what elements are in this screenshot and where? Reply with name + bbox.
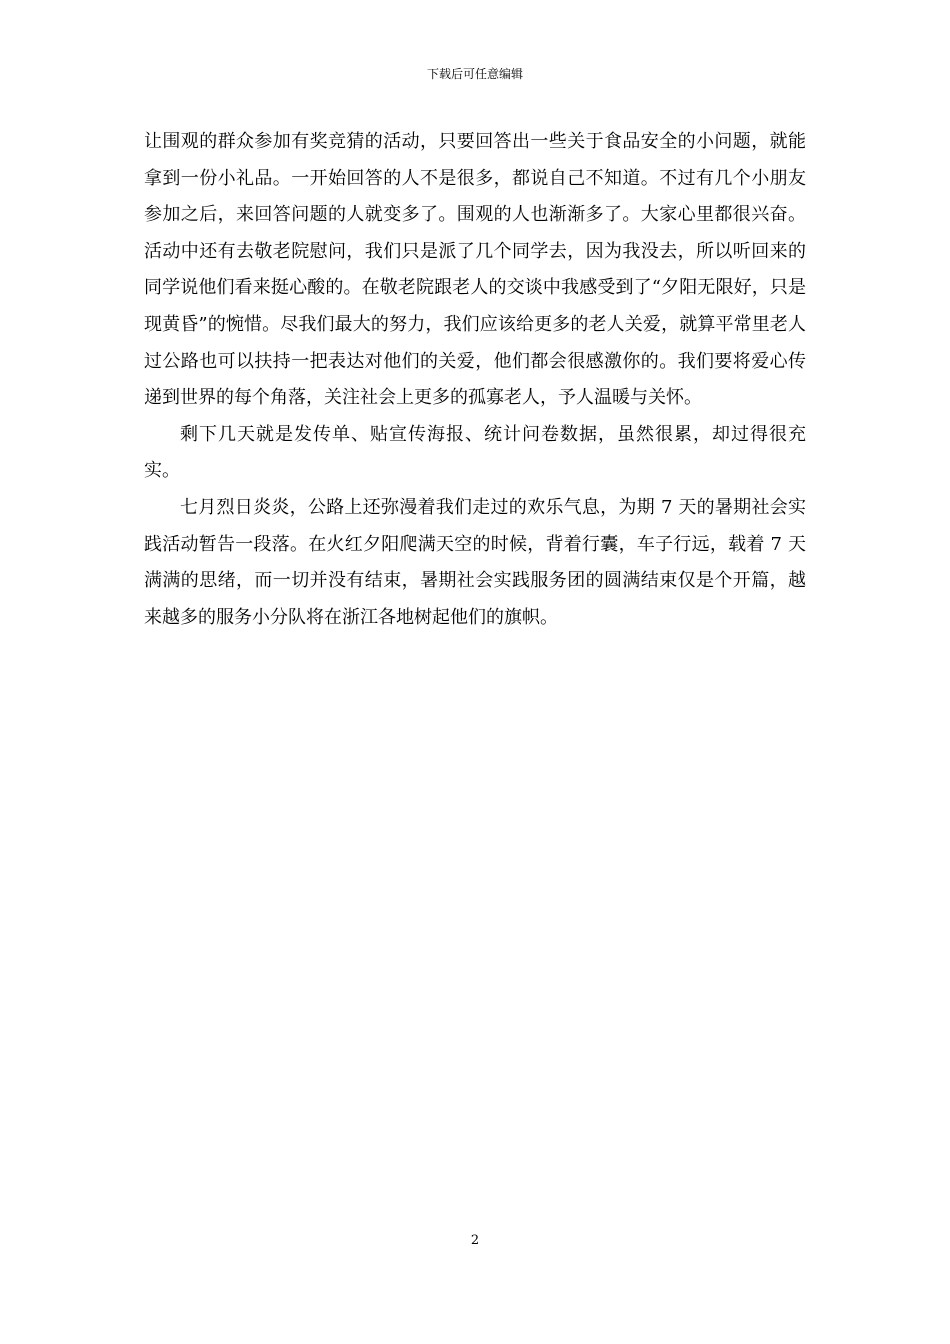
document-body (144, 124, 806, 636)
page-number: 2 (470, 1233, 480, 1248)
page-header: 下载后可任意编辑 (426, 67, 523, 81)
paragraph-2: 剩下几天就是发传单、贴宣传海报、统计问卷数据，虽然很累，却过得很充实。 (144, 423, 806, 482)
paragraph-1: 让围观的群众参加有奖竞猜的活动，只要回答出一些关于食品安全的小问题，就能拿到一份小礼品。一开始回答的人不是很多，都说自己不知道。不过有几个小朋友参加之后，来回答问题的人就变多了。围观的人也渐渐多了。大家心里都很兴奋。活动中还有去敬老院慰问，我们只是派了几个同学去，因为我没去，所以听回来的同学说他们看来挺心酸的。在敬老院跟老人的交谈中我感受到了“夕阳无限好，只是现黄昏”的惋惜。尽我们最大的努力，我们应该给更多的老人关爱，就算平常里老人过公路也可以扶持一把表达对他们的关爱，他们都会很感激你的。我们要将爱心传递到世界的每个角落，关注社会上更多的孤寡老人，予人温暖与关怀。 (144, 131, 806, 409)
paragraph-3: 七月烈日炎炎，公路上还弥漫着我们走过的欢乐气息，为期 7 天的暑期社会实践活动暂告一段落。在火红夕阳爬满天空的时候，背着行囊，车子行远，载着 7 天满满的思绪，而一切并没有结束，暑期社会实践服务团的圆满结束仅是个开篇，越来越多的服务小分队将在浙江各地树起他们的旗帜。 (144, 496, 806, 628)
